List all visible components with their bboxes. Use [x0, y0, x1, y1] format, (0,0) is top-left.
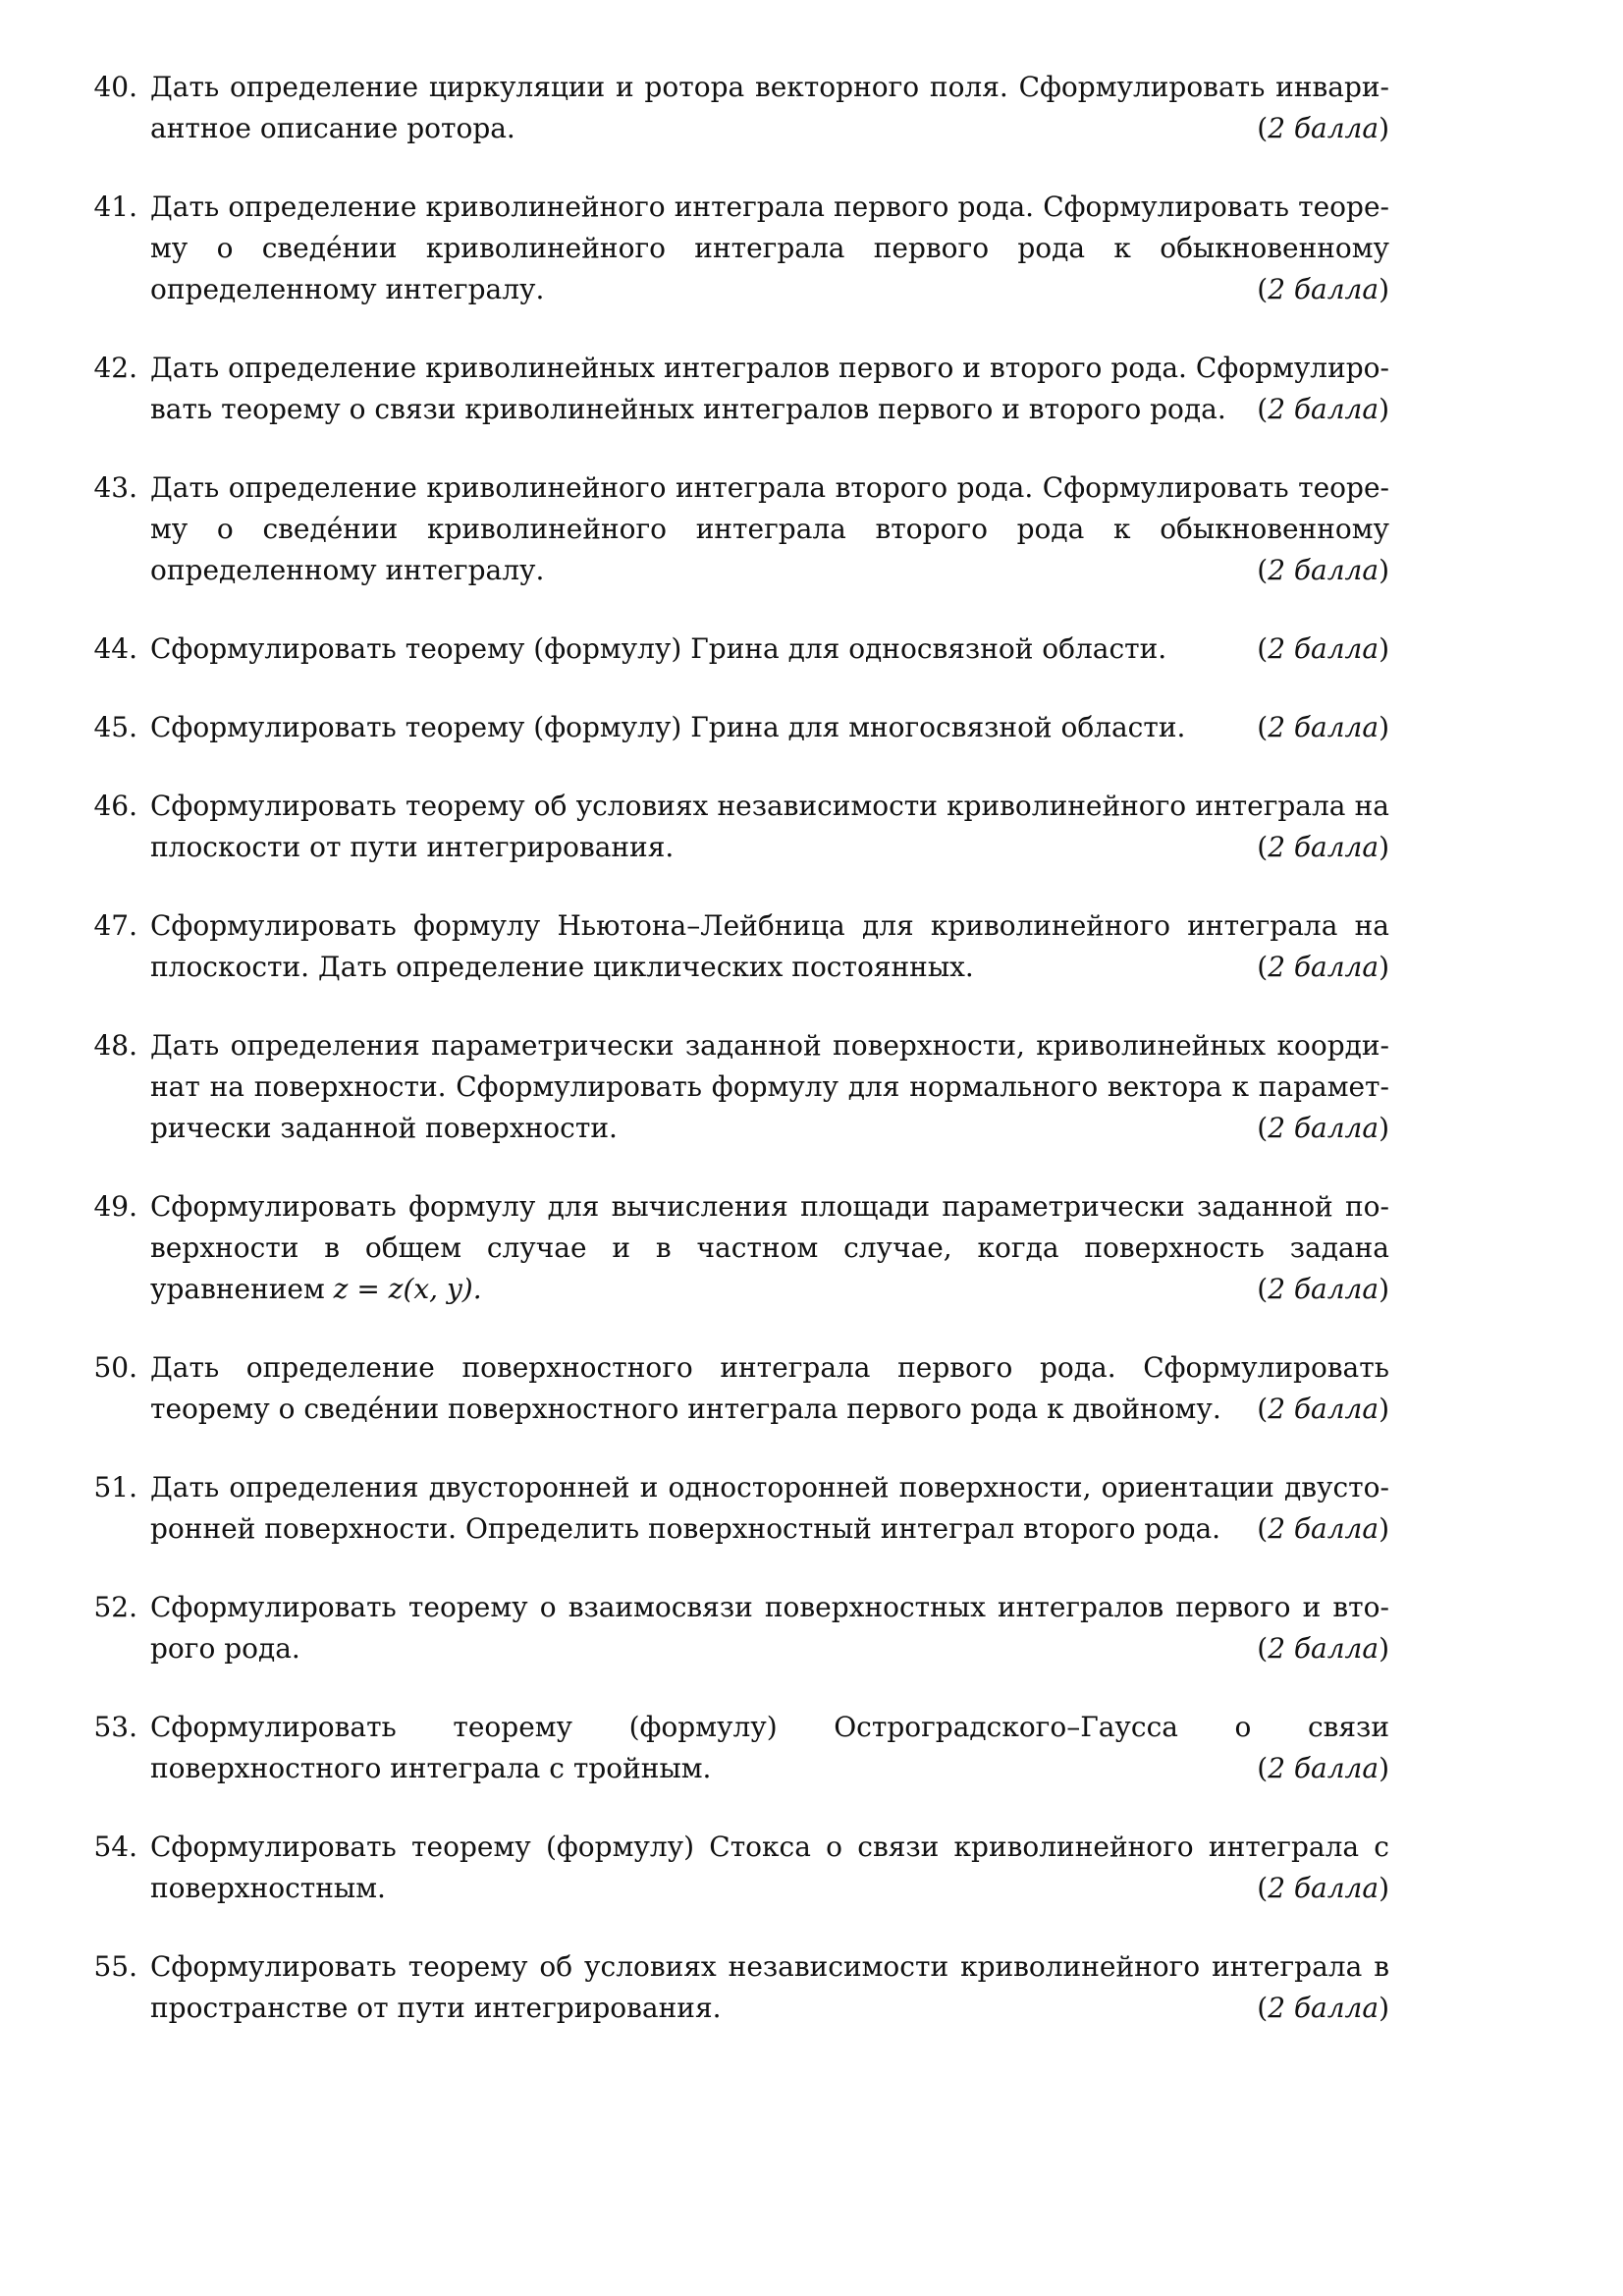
- question-text-block: [150, 1587, 1389, 1669]
- points-label: 2 балла: [1268, 1273, 1380, 1305]
- question-points: (2 балла): [1257, 831, 1389, 863]
- question-text: Сформулировать теорему о взаимосвязи поверхностных интегралов первого и второго рода.: [150, 1591, 1389, 1665]
- question-points: (2 балла): [1257, 711, 1389, 743]
- question-item-40: [0, 67, 1623, 149]
- question-item-42: [0, 348, 1623, 430]
- question-text-block: [150, 1827, 1389, 1909]
- points-label: 2 балла: [1268, 1632, 1380, 1665]
- points-label: 2 балла: [1268, 1112, 1380, 1144]
- question-text: Дать определения двусторонней и односторонней поверхности, ориентации двусторонней поверхности. Определить поверхностный интеграл второго рода.: [150, 1471, 1389, 1545]
- question-points: (2 балла): [1257, 1992, 1389, 2024]
- points-label: 2 балла: [1268, 1752, 1380, 1784]
- question-text: Дать определение циркуляции и ротора векторного поля. Сформулировать инвариантное описание ротора.: [150, 71, 1389, 144]
- question-item-51: [0, 1467, 1623, 1550]
- points-label: 2 балла: [1268, 1992, 1380, 2024]
- question-text-block: [150, 786, 1389, 868]
- question-number: 49.: [93, 1190, 137, 1223]
- points-label: 2 балла: [1268, 554, 1380, 586]
- question-points: (2 балла): [1257, 1273, 1389, 1305]
- question-text: Сформулировать теорему (формулу) Остроградского–Гаусса о связи поверхностного интеграла с тройным.: [150, 1711, 1389, 1784]
- question-points: (2 балла): [1257, 1393, 1389, 1425]
- question-number: 51.: [93, 1471, 137, 1503]
- question-text-block: [150, 67, 1389, 149]
- points-label: 2 балла: [1268, 632, 1380, 665]
- question-text: Сформулировать теорему (формулу) Стокса о связи криволинейного интеграла с поверхностным.: [150, 1831, 1389, 1904]
- question-text: Дать определение криволинейных интегралов первого и второго рода. Сформулировать теорему о связи криволинейных интегралов первого и второго рода.: [150, 352, 1389, 425]
- points-label: 2 балла: [1268, 1872, 1380, 1904]
- question-list: [0, 67, 1623, 2066]
- question-item-54: [0, 1827, 1623, 1909]
- question-item-44: [0, 629, 1623, 670]
- question-text-block: [150, 707, 1389, 748]
- points-label: 2 балла: [1268, 711, 1380, 743]
- question-text: Дать определение криволинейного интеграла второго рода. Сформулировать теорему о сведéнии криволинейного интеграла второго рода к обыкновенному определенному интегралу.: [150, 471, 1389, 586]
- question-text-block: [150, 1186, 1389, 1310]
- question-points: (2 балла): [1257, 632, 1389, 665]
- question-item-55: [0, 1946, 1623, 2029]
- question-text: Сформулировать теорему (формулу) Грина для односвязной области.: [150, 632, 1167, 665]
- question-number: 52.: [93, 1591, 137, 1623]
- question-points: (2 балла): [1257, 273, 1389, 305]
- question-item-43: [0, 467, 1623, 591]
- question-text: Сформулировать теорему об условиях независимости криволинейного интеграла в пространстве от пути интегрирования.: [150, 1950, 1389, 2024]
- question-points: (2 балла): [1257, 1872, 1389, 1904]
- question-text: Сформулировать формулу для вычисления площади параметрически заданной поверхности в общем случае и в частном случае, когда поверхность задана уравнением: [150, 1190, 1389, 1305]
- question-text-block: [150, 187, 1389, 310]
- question-item-48: [0, 1025, 1623, 1149]
- question-item-52: [0, 1587, 1623, 1669]
- question-number: 53.: [93, 1711, 137, 1743]
- question-item-41: [0, 187, 1623, 310]
- question-item-47: [0, 905, 1623, 988]
- question-text-block: [150, 1707, 1389, 1789]
- question-item-45: [0, 707, 1623, 748]
- question-number: 46.: [93, 790, 137, 822]
- points-label: 2 балла: [1268, 112, 1380, 144]
- question-text: Сформулировать теорему (формулу) Грина для многосвязной области.: [150, 711, 1186, 743]
- question-number: 50.: [93, 1351, 137, 1384]
- question-text: Сформулировать формулу Ньютона–Лейбница для криволинейного интеграла на плоскости. Дать определение циклических постоянных.: [150, 909, 1389, 983]
- question-text-block: [150, 1347, 1389, 1430]
- question-text: Дать определение криволинейного интеграла первого рода. Сформулировать теорему о сведéнии криволинейного интеграла первого рода к обыкновенному определенному интегралу.: [150, 191, 1389, 305]
- question-text-block: [150, 348, 1389, 430]
- question-item-53: [0, 1707, 1623, 1789]
- question-formula: z = z(x, y).: [333, 1273, 482, 1305]
- points-label: 2 балла: [1268, 393, 1380, 425]
- question-points: (2 балла): [1257, 1752, 1389, 1784]
- question-number: 45.: [93, 711, 137, 743]
- question-text-block: [150, 467, 1389, 591]
- points-label: 2 балла: [1268, 273, 1380, 305]
- question-text: Сформулировать теорему об условиях независимости криволинейного интеграла на плоскости от пути интегрирования.: [150, 790, 1389, 863]
- question-item-50: [0, 1347, 1623, 1430]
- question-number: 43.: [93, 471, 137, 504]
- question-text-block: [150, 1467, 1389, 1550]
- question-points: (2 балла): [1257, 1632, 1389, 1665]
- question-text-block: [150, 905, 1389, 988]
- question-text-block: [150, 1946, 1389, 2029]
- question-number: 41.: [93, 191, 137, 223]
- question-points: (2 балла): [1257, 112, 1389, 144]
- points-label: 2 балла: [1268, 831, 1380, 863]
- question-number: 48.: [93, 1029, 137, 1062]
- points-label: 2 балла: [1268, 951, 1380, 983]
- points-label: 2 балла: [1268, 1512, 1380, 1545]
- points-label: 2 балла: [1268, 1393, 1380, 1425]
- question-text-block: [150, 629, 1389, 670]
- question-text-block: [150, 1025, 1389, 1149]
- question-points: (2 балла): [1257, 1512, 1389, 1545]
- question-item-46: [0, 786, 1623, 868]
- question-text: Дать определение поверхностного интеграла первого рода. Сформулировать теорему о сведéнии поверхностного интеграла первого рода к двойному.: [150, 1351, 1389, 1425]
- question-number: 54.: [93, 1831, 137, 1863]
- question-item-49: [0, 1186, 1623, 1310]
- question-points: (2 балла): [1257, 554, 1389, 586]
- question-number: 42.: [93, 352, 137, 384]
- question-points: (2 балла): [1257, 393, 1389, 425]
- question-number: 40.: [93, 71, 137, 103]
- question-text: Дать определения параметрически заданной поверхности, криволинейных координат на поверхности. Сформулировать формулу для нормального вектора к параметрически заданной поверхности.: [150, 1029, 1389, 1144]
- question-number: 47.: [93, 909, 137, 942]
- question-points: (2 балла): [1257, 1112, 1389, 1144]
- question-points: (2 балла): [1257, 951, 1389, 983]
- question-number: 44.: [93, 632, 137, 665]
- question-number: 55.: [93, 1950, 137, 1983]
